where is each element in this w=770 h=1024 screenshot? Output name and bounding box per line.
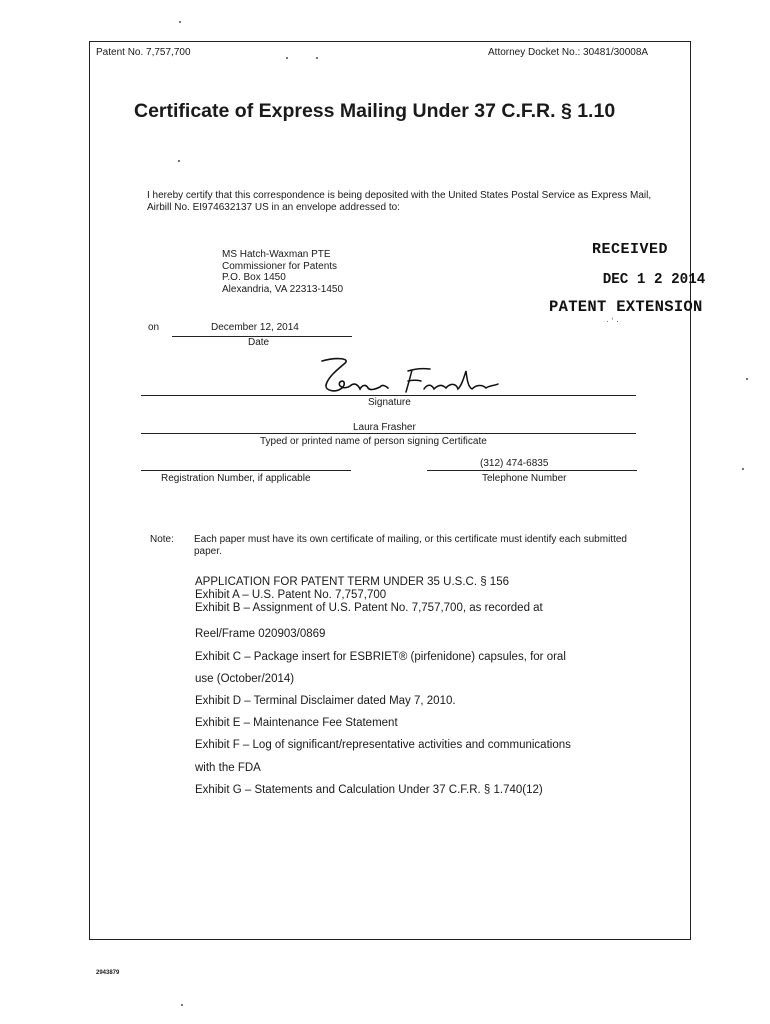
list-item: Exhibit B – Assignment of U.S. Patent No. 7,757,700, as recorded at: [195, 602, 543, 614]
certificate-frame: [89, 41, 691, 940]
scan-speck: [179, 21, 181, 23]
typed-name-line: [141, 433, 636, 434]
page-title: Certificate of Express Mailing Under 37 C.F.R. § 1.10: [134, 100, 616, 122]
signature-label: Signature: [368, 397, 411, 408]
telephone-number: (312) 474-6835: [480, 458, 549, 469]
address-line-2: Commissioner for Patents: [222, 260, 338, 272]
list-item: use (October/2014): [195, 673, 295, 685]
list-item: with the FDA: [195, 762, 261, 774]
scan-speck: [746, 378, 748, 380]
list-item: Exhibit G – Statements and Calculation Under 37 C.F.R. § 1.740(12): [195, 784, 543, 796]
address-line-4: Alexandria, VA 22313-1450: [222, 283, 344, 295]
note-text: Each paper must have its own certificate of mailing, or this certificate must identify each submitted paper.: [194, 534, 627, 557]
list-item: Reel/Frame 020903/0869: [195, 628, 326, 640]
list-item: APPLICATION FOR PATENT TERM UNDER 35 U.S.C. § 156: [195, 576, 509, 588]
list-item: Exhibit C – Package insert for ESBRIET® (pirfenidone) capsules, for oral: [195, 651, 566, 663]
list-item: Exhibit A – U.S. Patent No. 7,757,700: [195, 589, 387, 601]
received-stamp-date: DEC 1 2 2014: [602, 271, 706, 288]
mailing-address: [222, 249, 343, 295]
typed-name-label: Typed or printed name of person signing Certificate: [260, 436, 487, 447]
mailing-date: December 12, 2014: [211, 322, 299, 333]
registration-label: Registration Number, if applicable: [161, 473, 311, 484]
address-line-3: P.O. Box 1450: [222, 272, 286, 283]
signature-line: [141, 395, 636, 396]
scan-speck: [742, 468, 744, 470]
patent-extension-stamp: PATENT EXTENSION: [549, 298, 703, 316]
on-label: on: [148, 322, 160, 333]
typed-name: Laura Frasher: [353, 422, 416, 433]
list-item: Exhibit F – Log of significant/representative activities and communications: [195, 739, 571, 751]
attorney-docket: Attorney Docket No.: 30481/30008A: [488, 47, 649, 58]
telephone-line: [427, 470, 637, 471]
list-item: Exhibit D – Terminal Disclaimer dated May 7, 2010.: [195, 695, 456, 707]
document-id: 2943879: [96, 970, 120, 976]
note-label: Note:: [150, 534, 174, 545]
scan-speck: [181, 1004, 183, 1006]
list-item: Exhibit E – Maintenance Fee Statement: [195, 717, 398, 729]
stamp-smudge: · ‘ ·: [606, 316, 619, 326]
address-line-1: MS Hatch-Waxman PTE: [222, 249, 331, 260]
date-label: Date: [248, 337, 270, 348]
received-stamp: RECEIVED: [592, 241, 669, 258]
patent-number: Patent No. 7,757,700: [96, 47, 191, 58]
handwritten-signature: [300, 355, 540, 400]
certification-text: I hereby certify that this correspondence is being deposited with the United States Postal Service as Express Mail, Airbill No. EI974632137 US in an envelope addressed to:: [147, 190, 652, 213]
registration-line: [141, 470, 351, 471]
telephone-label: Telephone Number: [482, 473, 567, 484]
